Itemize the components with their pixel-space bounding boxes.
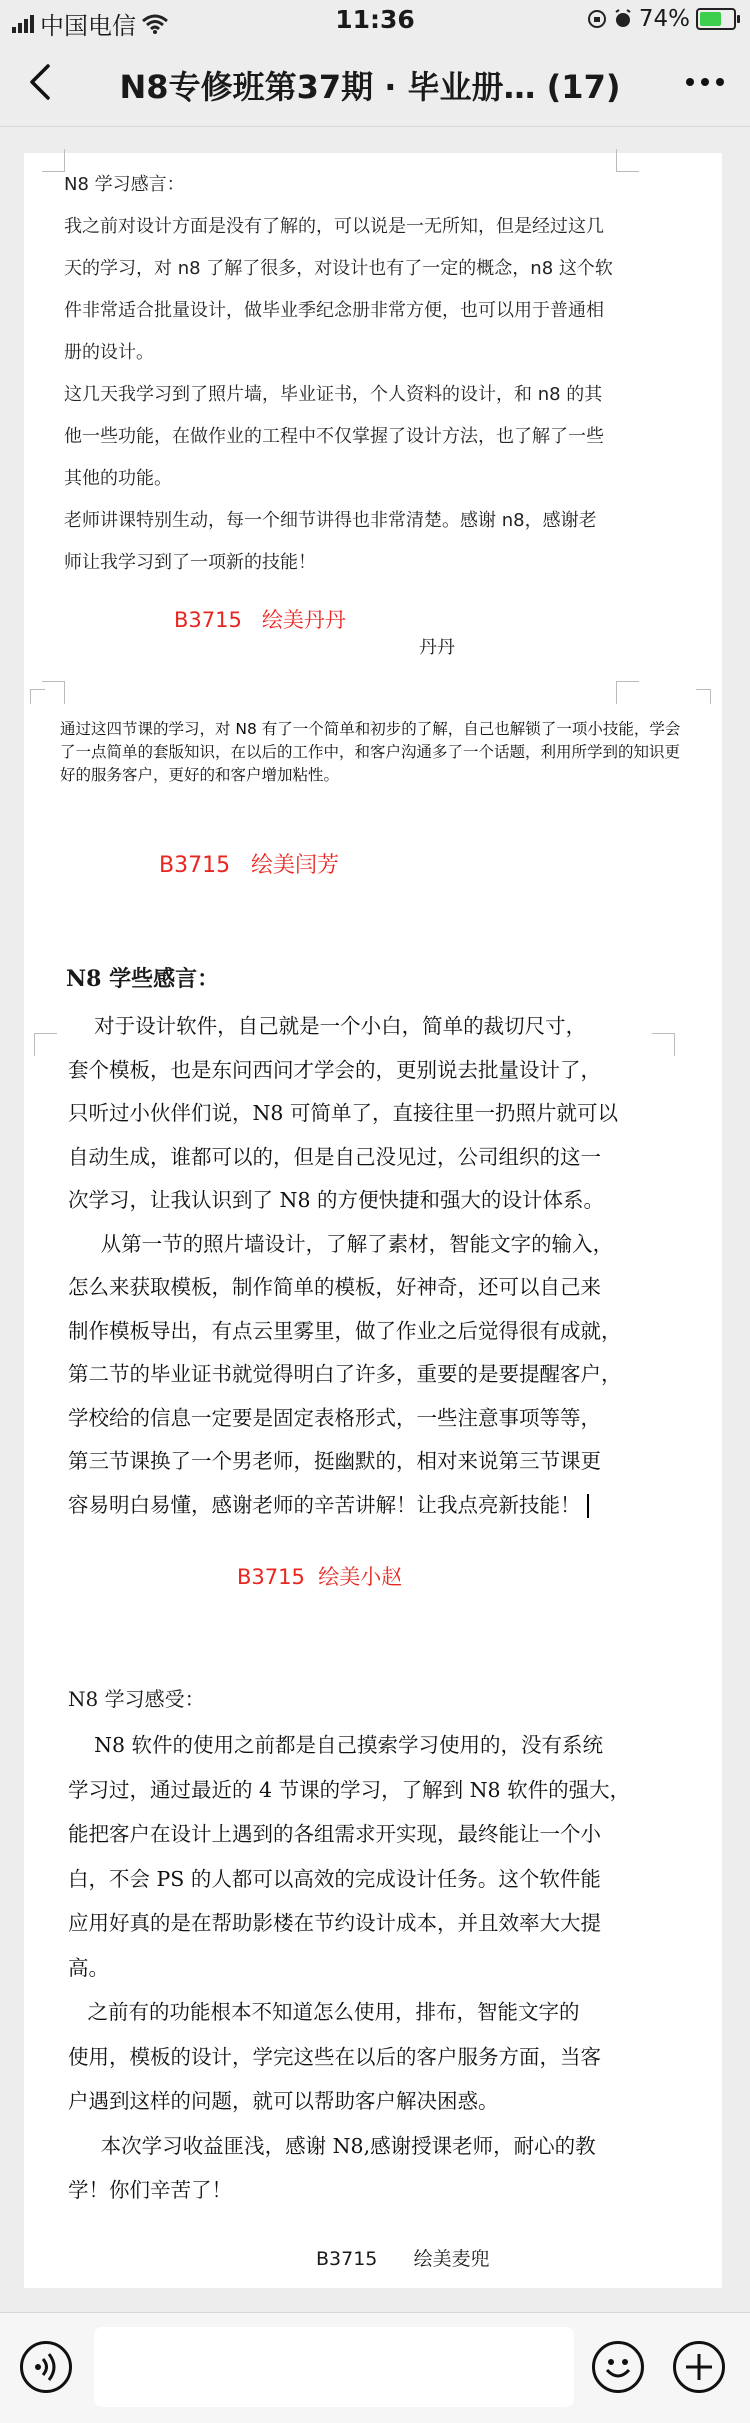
text-line: 怎么来获取模板，制作简单的模板，好神奇，还可以自己来 xyxy=(68,1275,601,1299)
text-line: 能把客户在设计上遇到的各组需求开实现，最终能让一个小 xyxy=(68,1822,601,1846)
text-line: 这几天我学习到了照片墙，毕业证书，个人资料的设计，和 n8 的其 xyxy=(64,384,603,405)
chat-input-bar xyxy=(0,2312,750,2423)
status-bar xyxy=(0,0,750,40)
section4-heading: N8 学习感受： xyxy=(68,1687,205,1711)
voice-input-icon[interactable] xyxy=(20,2341,72,2393)
page-corner-mark xyxy=(652,1033,675,1056)
text-line: 第二节的毕业证书就觉得明白了许多，重要的是要提醒客户， xyxy=(68,1362,622,1386)
section1-heading: N8 学习感言： xyxy=(64,174,185,195)
text-line: 学习过，通过最近的 4 节课的学习，了解到 N8 软件的强大， xyxy=(68,1777,631,1802)
battery-fill xyxy=(700,12,721,26)
text-line: N8 软件的使用之前都是自己摸索学习使用的，没有系统 xyxy=(68,1733,604,1757)
section4-body xyxy=(68,1723,630,2213)
text-line: 本次学习收益匪浅，感谢 N8,感谢授课老师，耐心的教 xyxy=(68,2133,596,2158)
page-corner-mark xyxy=(42,681,65,704)
text-line: 了一点简单的套版知识，在以后的工作中，和客户沟通多了一个话题，利用所学到的知识更 xyxy=(60,743,681,761)
text-line: 只听过小伙伴们说，N8 可简单了，直接往里一扔照片就可以 xyxy=(68,1101,618,1125)
text-line: 应用好真的是在帮助影楼在节约设计成本，并且效率大大提 xyxy=(68,1911,601,1935)
text-line: 第三节课换了一个男老师，挺幽默的，相对来说第三节课更 xyxy=(68,1449,601,1473)
page-corner-mark xyxy=(616,149,639,172)
section1-body xyxy=(64,206,613,584)
chevron-left-icon[interactable] xyxy=(22,60,62,104)
text-line: 件非常适合批量设计，做毕业季纪念册非常方便，也可以用于普通相 xyxy=(64,300,604,321)
text-line: 使用，模板的设计，学完这些在以后的客户服务方面，当客 xyxy=(68,2044,601,2069)
battery-percent: 74% xyxy=(638,6,690,32)
chat-title: N8专修班第37期 · 毕业册… (17) xyxy=(119,68,621,106)
section3-body xyxy=(68,1005,622,1527)
page-corner-mark xyxy=(42,149,65,172)
text-line: 学！你们辛苦了！ xyxy=(68,2178,232,2202)
section2-signature-red: B3715 绘美闫芳 xyxy=(159,853,340,878)
carrier-label: 中国电信 xyxy=(40,12,136,40)
message-input[interactable] xyxy=(94,2327,574,2407)
text-line: 学校给的信息一定要是固定表格形式，一些注意事项等等， xyxy=(68,1405,601,1430)
text-line: 册的设计。 xyxy=(64,342,154,363)
page-corner-mark xyxy=(34,1033,57,1056)
page-corner-mark xyxy=(30,689,45,704)
text-line: 从第一节的照片墙设计，了解了素材，智能文字的输入， xyxy=(68,1231,614,1256)
text-line: 套个模板，也是东问西问才学会的，更别说去批量设计了， xyxy=(68,1057,601,1082)
emoji-icon[interactable] xyxy=(592,2341,644,2393)
section3-signature-red: B3715 绘美小赵 xyxy=(237,1565,403,1589)
text-line: 我之前对设计方面是没有了解的，可以说是一无所知，但是经过这几 xyxy=(64,216,604,237)
text-line: 自动生成，谁都可以的，但是自己没见过，公司组织的这一 xyxy=(68,1144,601,1169)
page-corner-mark xyxy=(696,689,711,704)
section1-signature: 丹丹 xyxy=(419,637,455,658)
text-line: 好的服务客户，更好的和客户增加粘性。 xyxy=(60,766,340,784)
text-line: 户遇到这样的问题，就可以帮助客户解决困惑。 xyxy=(68,2089,499,2113)
text-line: 师让我学习到了一项新的技能！ xyxy=(64,552,316,573)
section4-signature: B3715 绘美麦兜 xyxy=(316,2248,490,2270)
page-corner-mark xyxy=(616,681,639,704)
orientation-lock-icon xyxy=(587,9,607,29)
text-line: 白，不会 PS 的人都可以高效的完成设计任务。这个软件能 xyxy=(68,1866,601,1891)
clock: 11:36 xyxy=(335,5,415,34)
text-line: 容易明白易懂，感谢老师的辛苦讲解！让我点亮新技能！ xyxy=(68,1484,622,1528)
text-cursor xyxy=(587,1494,589,1518)
nav-bar xyxy=(0,40,750,127)
text-line: 老师讲课特别生动，每一个细节讲得也非常清楚。感谢 n8，感谢老 xyxy=(64,510,597,531)
text-line: 其他的功能。 xyxy=(64,468,172,489)
text-line: 通过这四节课的学习，对 N8 有了一个简单和初步的了解，自己也解锁了一项小技能，学会 xyxy=(60,720,681,738)
more-dots-icon[interactable] xyxy=(686,78,724,86)
text-line: 天的学习，对 n8 了解了很多，对设计也有了一定的概念，n8 这个软 xyxy=(64,258,613,279)
document-image xyxy=(24,153,722,2288)
text-line: 制作模板导出，有点云里雾里，做了作业之后觉得很有成就， xyxy=(68,1318,622,1343)
text-line: 之前有的功能根本不知道怎么使用，排布，智能文字的 xyxy=(68,2000,580,2024)
alarm-icon xyxy=(613,9,633,29)
battery-icon xyxy=(696,8,736,30)
plus-icon[interactable] xyxy=(673,2341,725,2393)
text-line: 高。 xyxy=(68,1955,109,1980)
section1-signature-red: B3715 绘美丹丹 xyxy=(174,608,346,632)
text-line: 他一些功能，在做作业的工程中不仅掌握了设计方法，也了解了一些 xyxy=(64,426,604,447)
section3-heading: N8 学些感言： xyxy=(66,966,220,992)
text-line: 次学习，让我认识到了 N8 的方便快捷和强大的设计体系。 xyxy=(68,1188,605,1212)
section2-body xyxy=(60,718,680,787)
text-line: 对于设计软件，自己就是一个小白，简单的裁切尺寸， xyxy=(68,1014,587,1038)
